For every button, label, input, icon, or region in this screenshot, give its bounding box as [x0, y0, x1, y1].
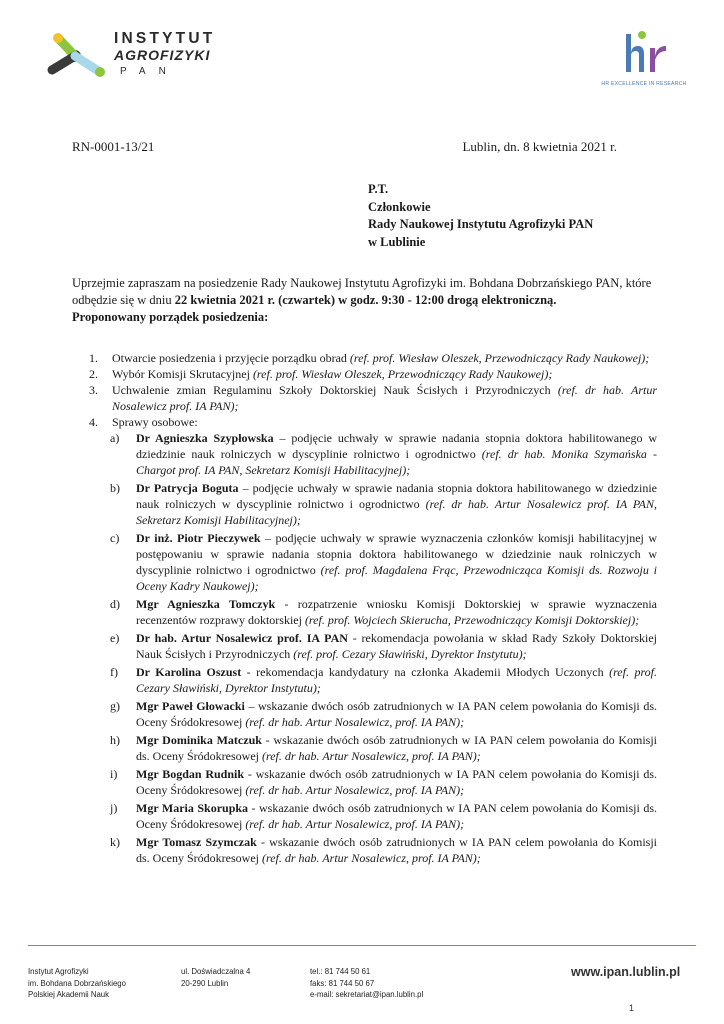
- subitem-text: – podjęcie uchwały w sprawie nadania stopnia doktora habilitowanego w dziedzinie nauk rolniczych w dyscyplinie rolnictwo i ogrodnictwo: [136, 481, 657, 511]
- intro-paragraph: [72, 275, 662, 326]
- agenda-item-number: 3.: [89, 383, 98, 397]
- subitem-text: - wskazanie dwóch osób zatrudnionych w IA PAN celem powołania do Komisji ds. Oceny Śródokresowej: [136, 767, 657, 797]
- subitem-letter: j): [110, 801, 118, 815]
- subitem-text: – podjęcie uchwały w sprawie nadania stopnia doktora habilitowanego w dziedzinie nauk rolniczych w dyscyplinie rolnictwo i ogrodnictwo: [136, 431, 657, 461]
- agenda-subitem: [82, 630, 657, 662]
- subitem-letter: c): [110, 531, 120, 545]
- hr-excellence-mark-icon: [622, 26, 668, 76]
- subitem-ref: (ref. dr hab. Artur Nosalewicz, prof. IA PAN);: [245, 715, 465, 729]
- agenda-item-text: Otwarcie posiedzenia i przyjęcie porządku obrad: [112, 351, 350, 365]
- subitem-ref: (ref. prof. Wojciech Skierucha, Przewodniczący Komisji Doktorskiej);: [304, 613, 640, 627]
- agenda-item-text: Wybór Komisji Skrutacyjnej: [112, 367, 253, 381]
- footer-fax: faks: 81 744 50 67: [310, 978, 375, 988]
- hr-caption: HR EXCELLENCE IN RESEARCH: [601, 81, 687, 87]
- agenda-item-ref: (ref. prof. Wiesław Oleszek, Przewodniczący Rady Naukowej);: [252, 367, 553, 381]
- footer-line: Instytut Agrofizyki: [28, 967, 89, 976]
- subitem-letter: a): [110, 431, 120, 445]
- logo-line-2: AGROFIZYKI: [114, 47, 211, 63]
- addressee-line: Członkowie: [368, 199, 431, 214]
- subitem-person: Mgr Maria Skorupka: [136, 801, 249, 815]
- subitem-text: – wskazanie dwóch osób zatrudnionych w IA PAN celem powołania do Komisji ds. Oceny Śródokresowej: [136, 699, 658, 729]
- agenda-subitem: [82, 800, 657, 832]
- subitem-ref: (ref. dr hab. Monika Szymańska - Chargot prof. IA PAN, Sekretarz Komisji Habilitacyjnej);: [136, 447, 657, 477]
- subitem-ref: (ref. prof. Magdalena Frąc, Przewodnicząca Komisji ds. Rozwoju i Oceny Kadry Naukowej);: [136, 563, 658, 593]
- agenda-item-number: 1.: [89, 351, 98, 365]
- footer-address: [181, 966, 250, 989]
- subitem-ref: (ref. prof. Cezary Sławiński, Dyrektor Instytutu);: [293, 647, 527, 661]
- agenda-item-number: 4.: [89, 415, 98, 429]
- meeting-date: 22 kwietnia 2021 r. (czwartek) w godz. 9:30 - 12:00 drogą elektroniczną.: [174, 293, 557, 307]
- subitem-ref: (ref. dr hab. Artur Nosalewicz prof. IA PAN, Sekretarz Komisji Habilitacyjnej);: [136, 497, 657, 527]
- place-date: Lublin, dn. 8 kwietnia 2021 r.: [462, 139, 617, 154]
- subitem-ref: (ref. prof. Cezary Sławiński, Dyrektor Instytutu);: [136, 665, 657, 695]
- subitem-text: – podjęcie uchwały w sprawie wyznaczenia członków komisji habilitacyjnej w postępowaniu w sprawie nadania stopnia doktora habilitowanego w dziedzinie nauk rolniczych w dyscyplinie rolnictwo i ogrodnictwo: [136, 531, 658, 577]
- subitem-text: - wskazanie dwóch osób zatrudnionych w IA PAN celem powołania do Komisji ds. Oceny Śródokresowej: [136, 733, 658, 763]
- agenda-subitem: [82, 664, 657, 696]
- subitem-person: Dr Patrycja Boguta: [136, 481, 239, 495]
- subitem-text: - wskazanie dwóch osób zatrudnionych w IA PAN celem powołania do Komisji ds. Oceny Śródokresowej: [136, 835, 657, 865]
- agenda-item-ref: (ref. dr hab. Artur Nosalewicz prof. IA PAN);: [112, 383, 657, 413]
- agenda-subitem: [82, 766, 657, 798]
- subitem-person: Dr Karolina Oszust: [136, 665, 242, 679]
- subitem-letter: f): [110, 665, 118, 679]
- subitem-text: - rozpatrzenie wniosku Komisji Doktorskiej w sprawie wyznaczenia recenzentów rozprawy doktorskiej: [136, 597, 658, 627]
- footer-line: im. Bohdana Dobrzańskiego: [28, 978, 126, 988]
- agenda-subitem: [82, 530, 657, 594]
- footer-line: ul. Doświadczalna 4: [181, 967, 251, 976]
- agenda-item-ref: (ref. prof. Wiesław Oleszek, Przewodniczący Rady Naukowej);: [349, 351, 650, 365]
- agenda-subitem: [82, 698, 657, 730]
- agenda-subitem: [82, 430, 657, 478]
- footer-contact: [310, 966, 423, 1001]
- agenda-item-number: 2.: [89, 367, 98, 381]
- subitem-person: Dr Agnieszka Szypłowska: [136, 431, 274, 445]
- subitem-ref: (ref. dr hab. Artur Nosalewicz, prof. IA PAN);: [245, 817, 465, 831]
- logo-line-1: INSTYTUT: [114, 30, 216, 47]
- agenda-heading: Proponowany porządek posiedzenia:: [72, 310, 269, 324]
- website-link[interactable]: www.ipan.lublin.pl: [571, 965, 681, 979]
- subitem-text: - rekomendacja powołania w skład Rady Szkoły Doktorskiej Nauk Ścisłych i Przyrodniczych: [136, 631, 657, 661]
- agenda-subitem: [82, 480, 657, 528]
- addressee-line: Rady Naukowej Instytutu Agrofizyki PAN: [368, 217, 594, 231]
- logo-line-3: PAN: [120, 66, 179, 77]
- footer-phone: tel.: 81 744 50 61: [310, 967, 371, 976]
- subitem-letter: h): [110, 733, 120, 747]
- subitem-text: - rekomendacja kandydatury na członka Akademii Młodych Uczonych: [241, 665, 610, 679]
- subitem-person: Dr hab. Artur Nosalewicz prof. IA PAN: [136, 631, 348, 645]
- agenda-item: [82, 350, 657, 366]
- footer-email[interactable]: e-mail: sekretariat@ipan.lublin.pl: [310, 990, 424, 999]
- addressee-line: P.T.: [368, 182, 389, 196]
- subitem-text: - wskazanie dwóch osób zatrudnionych w IA PAN celem powołania do Komisji ds. Oceny Śródokresowej: [136, 801, 657, 831]
- subitem-ref: (ref. dr hab. Artur Nosalewicz, prof. IA PAN);: [261, 851, 481, 865]
- footer-line: 20-290 Lublin: [181, 978, 229, 988]
- footer-institute: [28, 966, 126, 1001]
- agenda-subitem: [82, 834, 657, 866]
- agenda-item: [82, 382, 657, 414]
- subitem-ref: (ref. dr hab. Artur Nosalewicz, prof. IA PAN);: [261, 749, 481, 763]
- subitem-letter: k): [110, 835, 120, 849]
- intro-text: Uprzejmie zapraszam na posiedzenie Rady Naukowej Instytutu Agrofizyki im. Bohdana Dobrzańskiego PAN, które odbędzie się w dniu: [72, 276, 652, 307]
- subitem-letter: i): [110, 767, 118, 781]
- subitem-letter: b): [110, 481, 120, 495]
- agenda-list: [82, 350, 657, 868]
- subitem-ref: (ref. dr hab. Artur Nosalewicz, prof. IA PAN);: [245, 783, 465, 797]
- hr-excellence-logo: [594, 26, 694, 92]
- page-number: 1: [629, 1003, 635, 1013]
- subitem-letter: e): [110, 631, 120, 645]
- agenda-item: [82, 414, 657, 430]
- reference-number: RN-0001-13/21: [72, 139, 155, 154]
- subitem-person: Mgr Bogdan Rudnik: [136, 767, 245, 781]
- subitem-person: Dr inż. Piotr Pieczywek: [136, 531, 261, 545]
- agenda-subitem: [82, 732, 657, 764]
- footer-divider: [28, 945, 696, 946]
- subitem-letter: g): [110, 699, 120, 713]
- footer-line: Polskiej Akademii Nauk: [28, 990, 110, 999]
- subitem-person: Mgr Tomasz Szymczak: [136, 835, 257, 849]
- subitem-person: Mgr Dominika Matczuk: [136, 733, 262, 747]
- agenda-item: [82, 366, 657, 382]
- addressee-block: [368, 181, 593, 251]
- subitem-person: Mgr Paweł Głowacki: [136, 699, 245, 713]
- institute-logo: [44, 26, 244, 84]
- subitem-letter: d): [110, 597, 120, 611]
- agenda-item-text: Uchwalenie zmian Regulaminu Szkoły Doktorskiej Nauk Ścisłych i Przyrodniczych: [112, 383, 558, 397]
- institute-logo-mark-icon: [44, 26, 108, 84]
- addressee-line: w Lublinie: [368, 234, 426, 249]
- agenda-item-text: Sprawy osobowe:: [112, 415, 198, 429]
- agenda-subitem: [82, 596, 657, 628]
- subitem-person: Mgr Agnieszka Tomczyk: [136, 597, 276, 611]
